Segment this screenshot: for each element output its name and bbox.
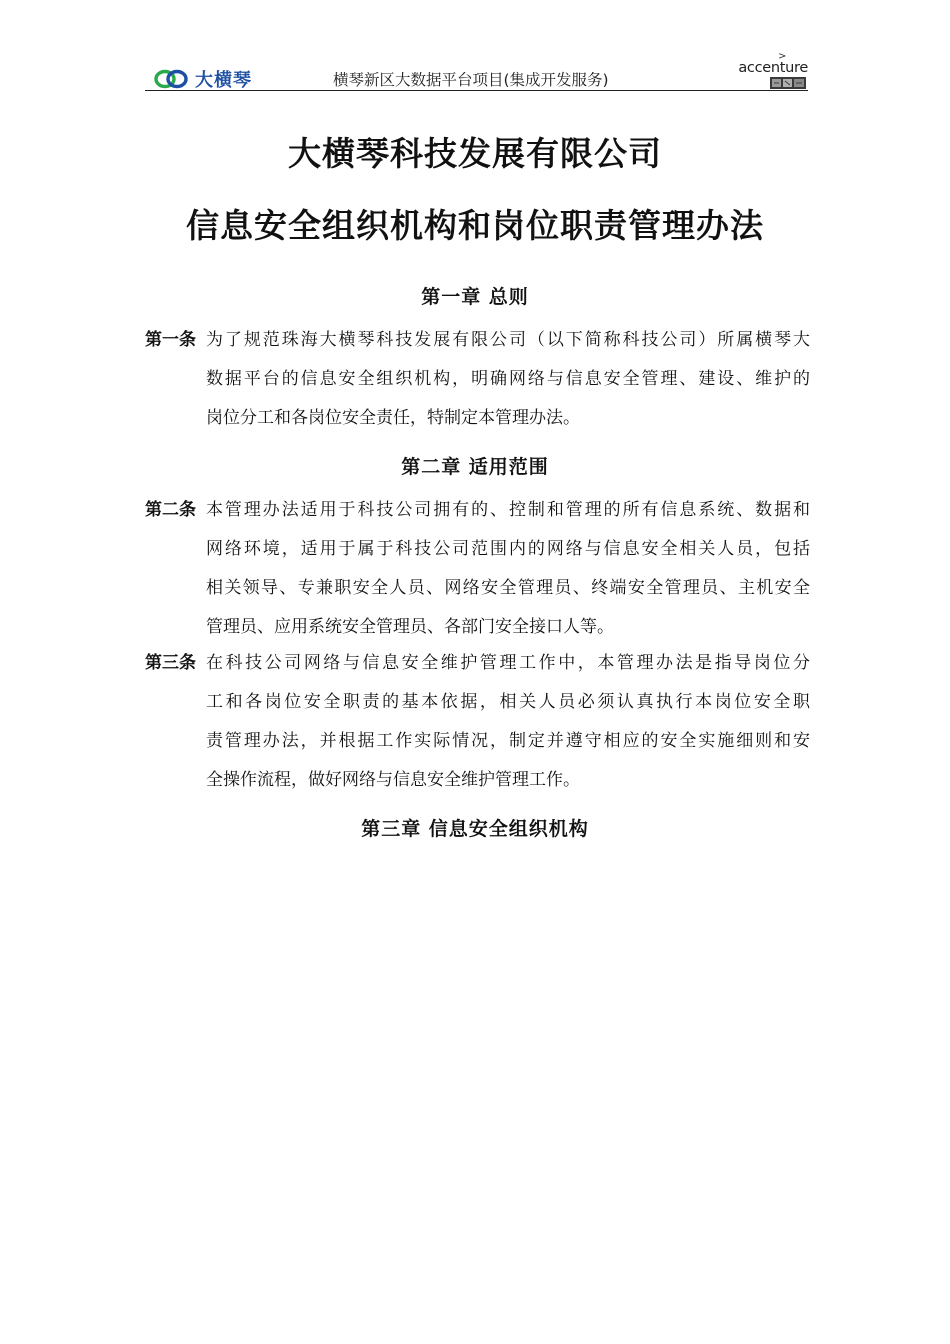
article-line: 责管理办法，并根据工作实际情况，制定并遵守相应的安全实施细则和安 xyxy=(206,731,810,751)
article-line: 相关领导、专兼职安全人员、网络安全管理员、终端安全管理员、主机安全 xyxy=(206,578,810,598)
article-label: 第二条 xyxy=(145,500,196,520)
page-header xyxy=(145,52,808,92)
article-line: 本管理办法适用于科技公司拥有的、控制和管理的所有信息系统、数据和 xyxy=(206,500,810,520)
article-line: 在科技公司网络与信息安全维护管理工作中，本管理办法是指导岗位分 xyxy=(206,653,810,673)
article-line: 岗位分工和各岗位安全责任，特制定本管理办法。 xyxy=(206,408,580,428)
article-line: 工和各岗位安全职责的基本依据，相关人员必须认真执行本岗位安全职 xyxy=(206,692,810,712)
article-label: 第三条 xyxy=(145,653,196,673)
article-body xyxy=(206,644,810,800)
article-1 xyxy=(145,321,810,438)
article-line: 网络环境，适用于属于科技公司范围内的网络与信息安全相关人员，包括 xyxy=(206,539,810,559)
chapter-heading-3: 第三章 信息安全组织机构 xyxy=(361,818,589,840)
article-3 xyxy=(145,644,810,800)
company-logo-icon xyxy=(153,69,189,89)
partner-logo-stamp-icon xyxy=(770,77,806,89)
article-body xyxy=(206,491,810,647)
article-line: 全操作流程，做好网络与信息安全维护管理工作。 xyxy=(206,770,580,790)
partner-logo-text: accenture xyxy=(738,60,808,76)
header-divider xyxy=(145,90,808,91)
document-title-line-2: 信息安全组织机构和岗位职责管理办法 xyxy=(186,206,764,245)
chapter-heading-2: 第二章 适用范围 xyxy=(401,456,549,478)
company-logo xyxy=(153,66,252,92)
partner-logo xyxy=(740,52,808,90)
article-line: 管理员、应用系统安全管理员、各部门安全接口人等。 xyxy=(206,617,614,637)
project-title: 横琴新区大数据平台项目(集成开发服务) xyxy=(333,71,609,89)
article-body xyxy=(206,321,810,438)
article-line: 数据平台的信息安全组织机构，明确网络与信息安全管理、建设、维护的 xyxy=(206,369,810,389)
article-line: 为了规范珠海大横琴科技发展有限公司（以下简称科技公司）所属横琴大 xyxy=(206,330,810,350)
partner-logo-mark: > xyxy=(778,51,787,62)
document-title-line-1: 大横琴科技发展有限公司 xyxy=(288,134,662,173)
chapter-heading-1: 第一章 总则 xyxy=(421,286,529,308)
company-logo-text: 大横琴 xyxy=(195,70,252,91)
article-label: 第一条 xyxy=(145,330,196,350)
article-2 xyxy=(145,491,810,647)
